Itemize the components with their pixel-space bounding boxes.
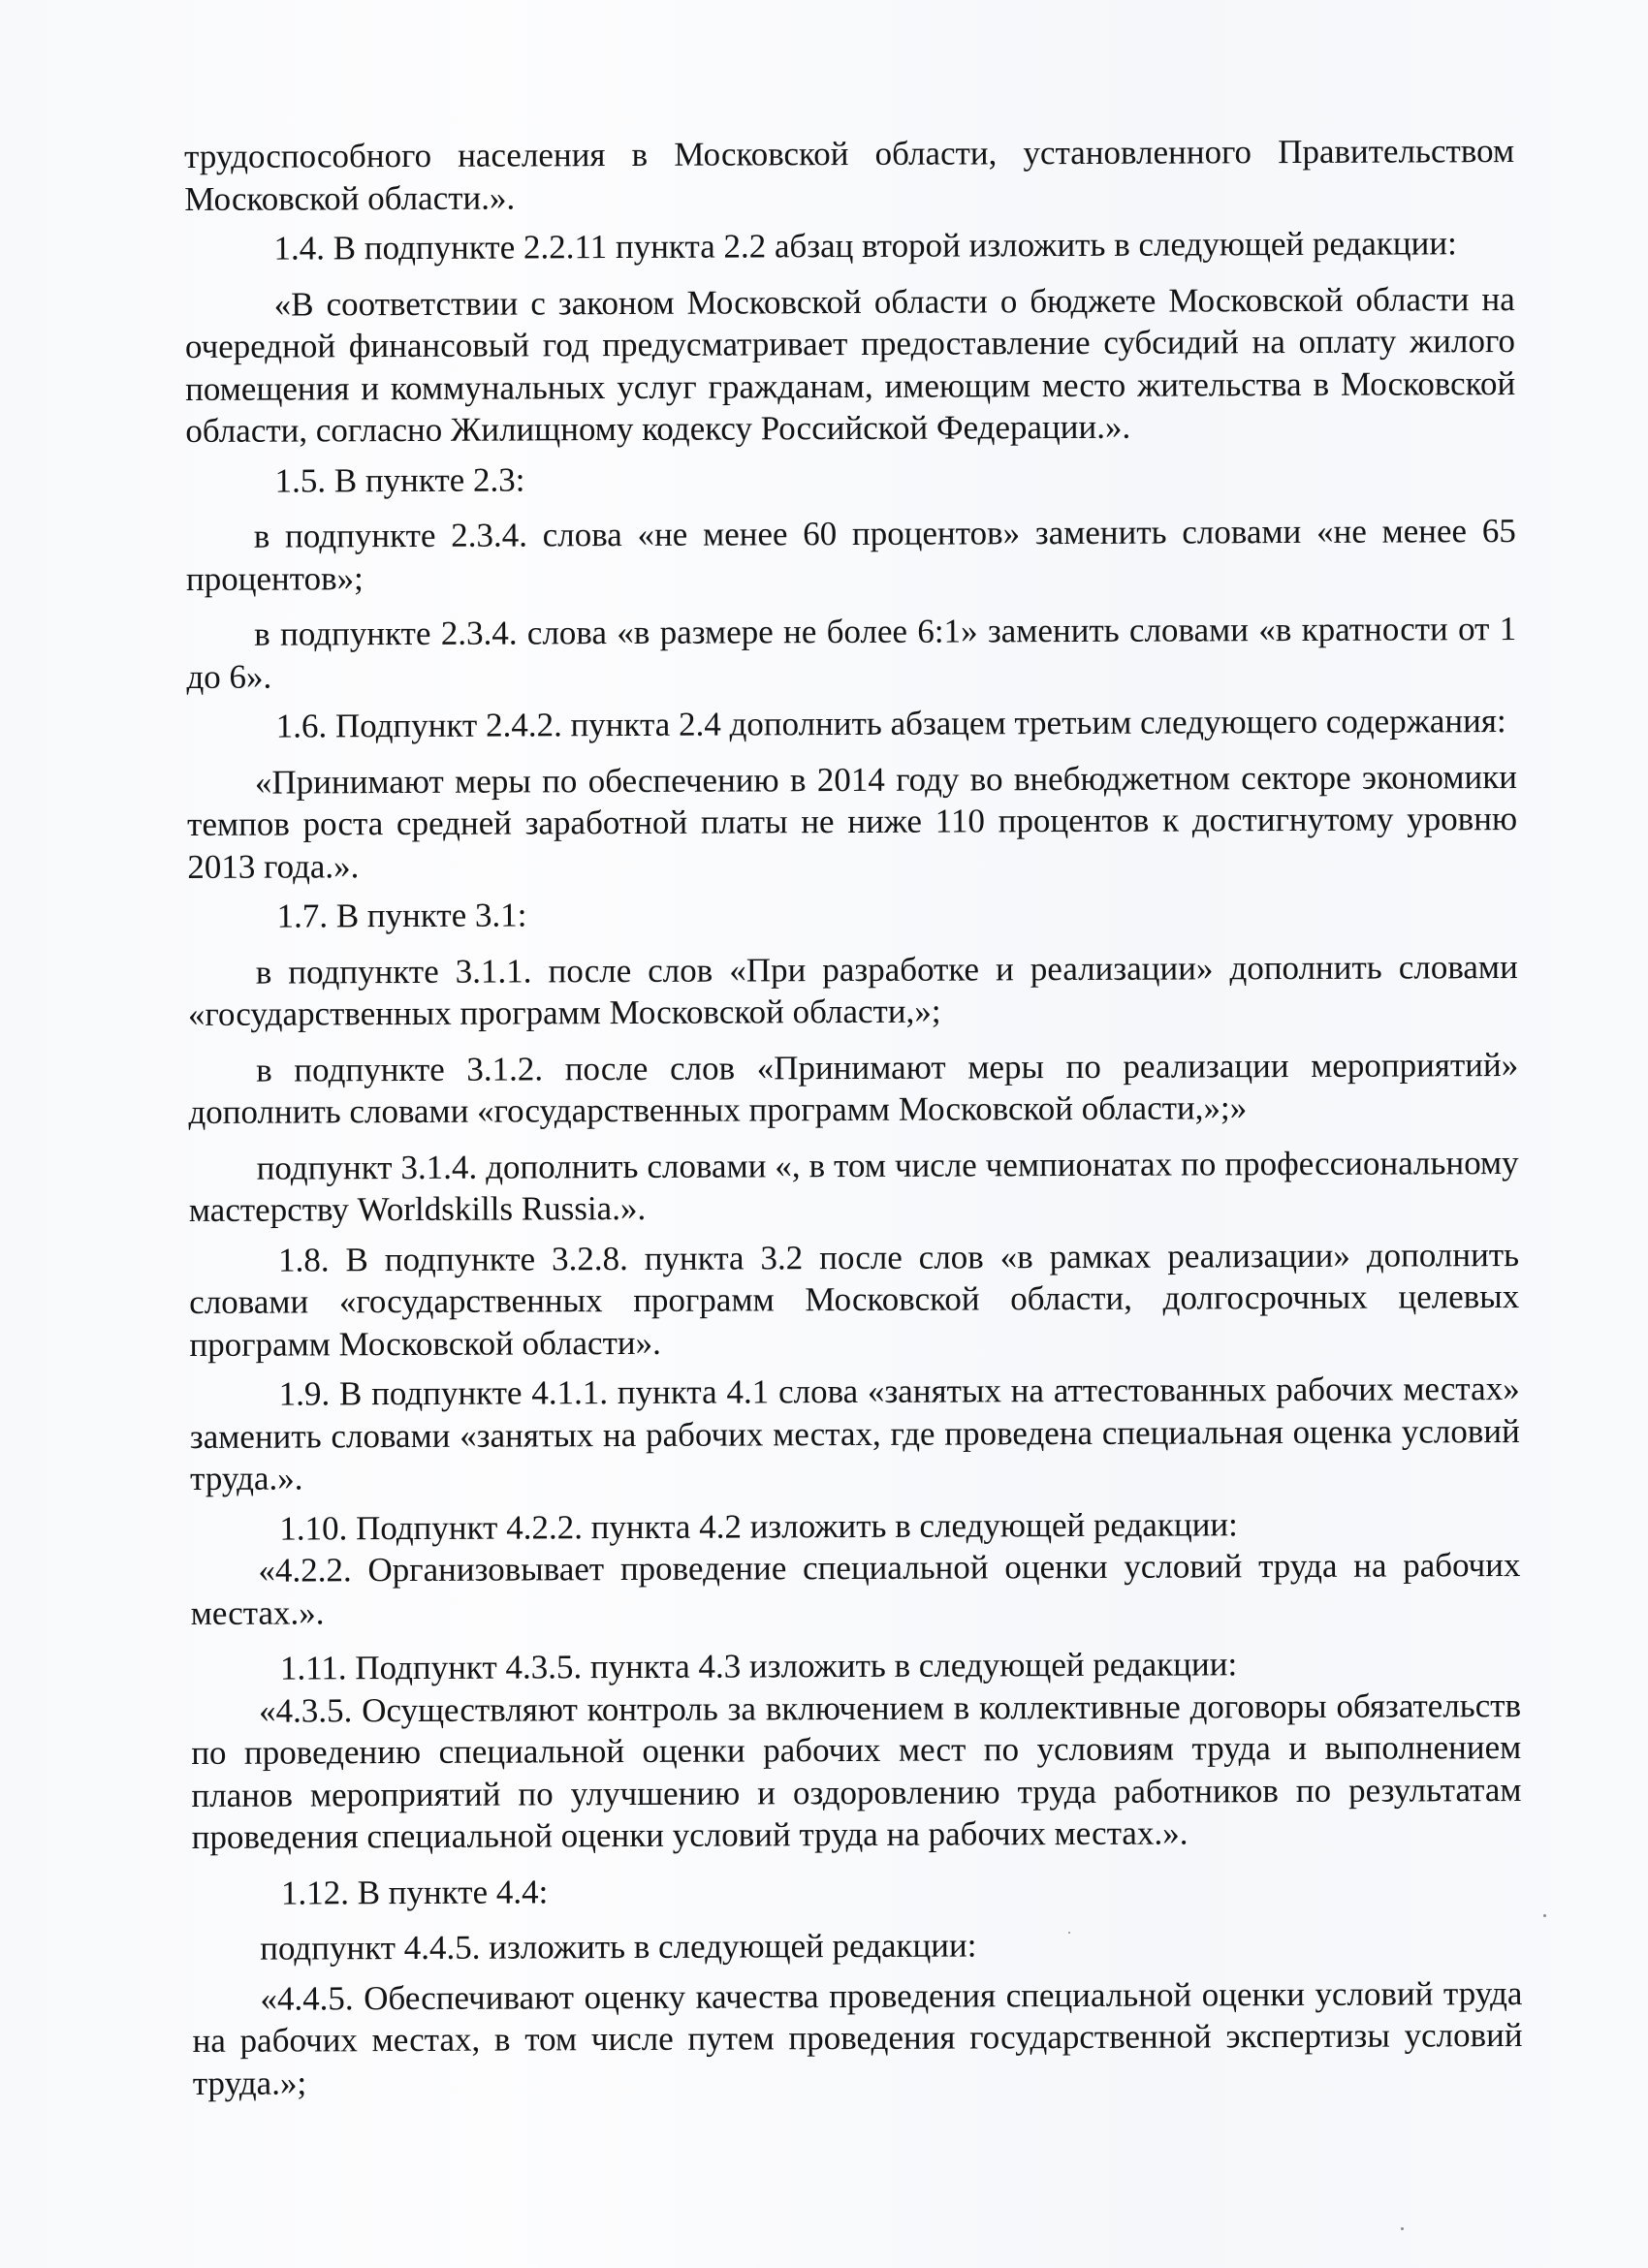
paragraph-1-5: 1.5. В пункте 2.3:: [274, 459, 525, 500]
paragraph-1-7-b: в подпункте 3.1.2. после слов «Принимают меры по реализации мероприятий» дополнить словами «государственных программ Московской области,»;»: [188, 1045, 1519, 1131]
paragraph-1-6-quote: «Принимают меры по обеспечению в 2014 году во внебюджетном секторе экономики темпов роста средней заработной платы не ниже 110 процентов к достигнутому уровню 2013 года.».: [187, 757, 1518, 886]
paragraph-1-5-b: в подпункте 2.3.4. слова «в размере не более 6:1» заменить словами «в кратности от 1 до 6».: [186, 610, 1517, 696]
paragraph-1-9: 1.9. В подпункте 4.1.1. пункта 4.1 слова «занятых на аттестованных рабочих местах» заменить словами «занятых на рабочих местах, где проведена специальная оценка условий труда.».: [189, 1370, 1520, 1497]
paragraph-1-5-a: в подпункте 2.3.4. слова «не менее 60 процентов» заменить словами «не менее 65 процентов»;: [185, 512, 1516, 598]
scan-speck: [1401, 2227, 1404, 2230]
scan-speck: [1543, 1914, 1546, 1917]
paragraph-1-12-quote: «4.4.5. Обеспечивают оценку качества проведения специальной оценки условий труда на рабочих местах, в том числе путем проведения государственной экспертизы условий труда.»;: [192, 1973, 1523, 2102]
paragraph-1-11-quote: «4.3.5. Осуществляют контроль за включением в коллективные договоры обязательств по проведению специальной оценки рабочих мест по условиям труда и выполнением планов мероприятий по улучшению и оздоровлению труда работников по результатам проведения специальной оценки условий труда на рабочих местах.».: [191, 1685, 1522, 1856]
paragraph-1-8: 1.8. В подпункте 3.2.8. пункта 3.2 после слов «в рамках реализации» дополнить словами «государственных программ Московской области, долгосрочных целевых программ Московской области».: [189, 1235, 1520, 1364]
paragraph-1-10-quote: «4.2.2. Организовывает проведение специальной оценки условий труда на рабочих местах.».: [190, 1545, 1521, 1632]
paragraph-1-6: 1.6. Подпункт 2.4.2. пункта 2.4 дополнить абзацем третьим следующего содержания:: [275, 702, 1506, 745]
paragraph-1-7: 1.7. В пункте 3.1:: [276, 896, 527, 935]
paragraph-1-4-quote: «В соответствии с законом Московской области о бюджете Московской области на очередной финансовый год предусматривает предоставление субсидий на оплату жилого помещения и коммунальных услуг гражданам, имеющим место жительства в Московской области, согласно Жилищному кодексу Российской Федерации.».: [184, 279, 1516, 450]
paragraph-continuation: трудоспособного населения в Московской области, установленного Правительством Московской области.».: [184, 132, 1515, 218]
document-body: [184, 130, 1523, 2104]
paragraph-1-12: 1.12. В пункте 4.4:: [280, 1872, 549, 1912]
paragraph-1-4: 1.4. В подпункте 2.2.11 пункта 2.2 абзац второй изложить в следующей редакции:: [273, 224, 1457, 268]
paragraph-1-7-c: подпункт 3.1.4. дополнить словами «, в том числе чемпионатах по профессиональному мастерству Worldskills Russia.».: [188, 1143, 1519, 1229]
paragraph-1-7-a: в подпункте 3.1.1. после слов «При разработке и реализации» дополнить словами «государственных программ Московской области,»;: [187, 947, 1518, 1033]
paragraph-1-10: 1.10. Подпункт 4.2.2. пункта 4.2 изложить в следующей редакции:: [279, 1504, 1238, 1548]
scan-speck: [1068, 1932, 1070, 1934]
paragraph-1-12-a: подпункт 4.4.5. изложить в следующей редакции:: [260, 1926, 977, 1968]
paragraph-1-11: 1.11. Подпункт 4.3.5. пункта 4.3 изложить в следующей редакции:: [279, 1645, 1238, 1687]
